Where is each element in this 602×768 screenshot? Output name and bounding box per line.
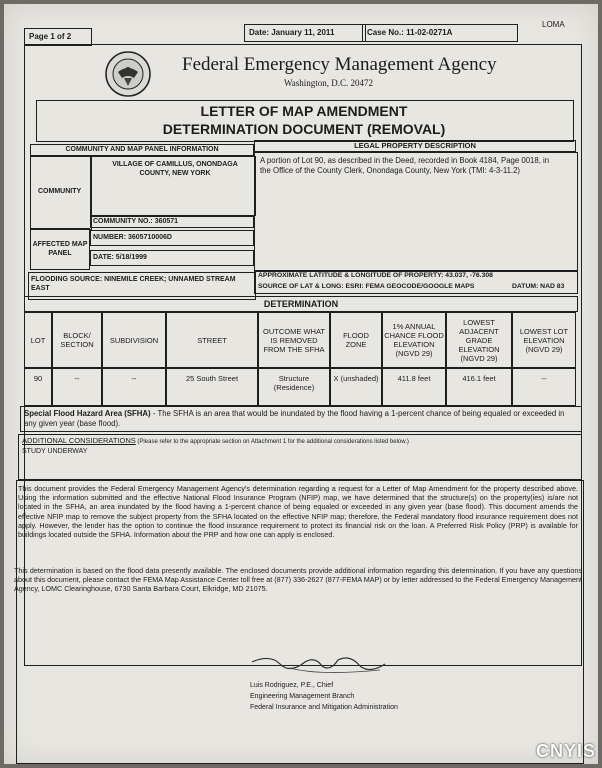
signatory-admin: Federal Insurance and Mitigation Administration — [250, 704, 398, 711]
body-paragraph-1: This document provides the Federal Emergency Management Agency's determination regarding a request for a Letter of Map Amendment for the property described above. Using the information submitted and the effective National Flood Insurance Program (NFIP) map, we have determined that the structure(s) on the property(ies) is/are not located in the SFHA, an area inundated by the flood having a 1-percent chance of being equaled or exceeded in any given year (base flood). This document amends the effective NFIP map to remove the subject property from the SFHA located on the effective NFIP map; therefore, the Federal mandatory flood insurance requirement does not apply. However, the lender has the option to continue the flood insurance requirement to protect its financial risk on the loan. A Preferred Risk Policy (PRP) is available for buildings located outside the SFHA. Information about the PRP and how one can apply is enclosed. — [18, 484, 578, 540]
case-number: Case No.: 11-02-0271A — [362, 24, 518, 42]
determination-heading: DETERMINATION — [24, 296, 578, 312]
cell-zone: X (unshaded) — [330, 368, 382, 406]
cell-subdivision: -- — [102, 368, 166, 406]
community-heading: COMMUNITY AND MAP PANEL INFORMATION — [30, 144, 254, 156]
cell-outcome: Structure (Residence) — [258, 368, 330, 406]
col-lag-elev: LOWEST ADJACENT GRADE ELEVATION (NGVD 29) — [446, 312, 512, 368]
cell-block: -- — [52, 368, 102, 406]
col-outcome: OUTCOME WHAT IS REMOVED FROM THE SFHA — [258, 312, 330, 368]
signatory-name: Luis Rodriguez, P.E., Chief — [250, 682, 334, 689]
date-field: Date: January 11, 2011 — [244, 24, 366, 42]
watermark: CNYIS — [535, 741, 596, 761]
cell-street: 25 South Street — [166, 368, 258, 406]
community-label: COMMUNITY — [38, 188, 82, 195]
title-line1: LETTER OF MAP AMENDMENT — [200, 103, 408, 119]
col-street: STREET — [166, 312, 258, 368]
signatory-branch: Engineering Management Branch — [250, 693, 355, 700]
community-name: VILLAGE OF CAMILLUS, ONONDAGA COUNTY, NEW YORK — [112, 161, 238, 177]
legal-description: A portion of Lot 90, as described in the Deed, recorded in Book 4184, Page 0018, in the Office of the County Clerk, Onondaga County, New York (TMI: 4-3-11.2) — [260, 156, 550, 175]
affected-label: AFFECTED MAP PANEL — [32, 241, 88, 257]
cell-flood-elev: 411.8 feet — [382, 368, 446, 406]
cell-lot-elev: -- — [512, 368, 576, 406]
agency-location: Washington, D.C. 20472 — [284, 78, 374, 88]
title-line2: DETERMINATION DOCUMENT (REMOVAL) — [162, 121, 446, 137]
additional-heading: ADDITIONAL CONSIDERATIONS (Please refer to the appropriate section on Attachment 1 for the additional considerations listed below.) — [22, 436, 409, 445]
col-subdivision: SUBDIVISION — [102, 312, 166, 368]
form-type: LOMA — [542, 20, 565, 29]
sfha-text: Special Flood Hazard Area (SFHA) - The SFHA is an area that would be inundated by the flood having a 1-percent chance of being equaled or exceeded in any given year (base flood). — [24, 409, 565, 428]
page-number: Page 1 of 2 — [24, 28, 92, 46]
datum: DATUM: NAD 83 — [512, 283, 565, 290]
col-lot: LOT — [24, 312, 52, 368]
legal-heading: LEGAL PROPERTY DESCRIPTION — [254, 140, 576, 152]
cell-lot: 90 — [24, 368, 52, 406]
dhs-seal-icon — [104, 50, 152, 98]
col-lot-elev: LOWEST LOT ELEVATION (NGVD 29) — [512, 312, 576, 368]
panel-date: DATE: 5/18/1999 — [90, 250, 254, 266]
lat-long: APPROXIMATE LATITUDE & LONGITUDE OF PROPERTY: 43.037, -76.308 — [258, 272, 493, 279]
col-zone: FLOOD ZONE — [330, 312, 382, 368]
community-number: COMMUNITY NO.: 360571 — [90, 216, 254, 228]
latlong-source: SOURCE OF LAT & LONG: ESRI: FEMA GEOCODE/GOOGLE MAPS — [258, 283, 475, 290]
cell-lag-elev: 416.1 feet — [446, 368, 512, 406]
panel-number: NUMBER: 3605710006D — [90, 230, 254, 246]
col-block: BLOCK/ SECTION — [52, 312, 102, 368]
col-flood-elev: 1% ANNUAL CHANCE FLOOD ELEVATION (NGVD 29) — [382, 312, 446, 368]
additional-item: STUDY UNDERWAY — [22, 448, 88, 455]
agency-name: Federal Emergency Management Agency — [182, 54, 497, 75]
document-page — [4, 4, 598, 764]
body-paragraph-2: This determination is based on the flood data presently available. The enclosed documents provide additional information regarding this determination. If you have any questions about this document, please contact the FEMA Map Assistance Center toll free at (877) 336-2627 (877-FEMA MAP) or by letter addressed to the Federal Emergency Management Agency, LOMC Clearinghouse, 6730 Santa Barbara Court, Elkridge, MD 21075. — [14, 566, 582, 594]
signature-scribble — [250, 652, 390, 678]
flooding-source: FLOODING SOURCE: NINEMILE CREEK; UNNAMED STREAM EAST — [28, 272, 256, 300]
